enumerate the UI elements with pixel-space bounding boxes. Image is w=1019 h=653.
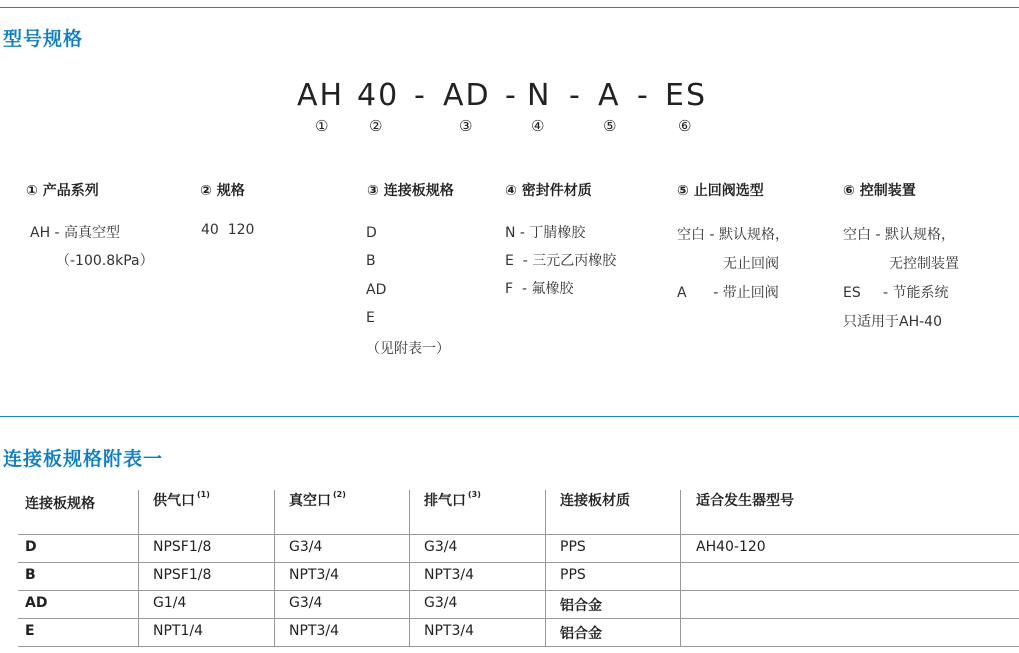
footnote-marker: (3) bbox=[468, 490, 481, 499]
cell-vacuum-port: NPT3/4 bbox=[289, 623, 339, 639]
plate-spec-table bbox=[0, 482, 1019, 647]
spec-line: A - 带止回阀 bbox=[677, 285, 779, 301]
spec-header-seal: ④ 密封件材质 bbox=[505, 183, 592, 199]
model-part-check-valve: A bbox=[598, 78, 621, 113]
number-6: ⑥ bbox=[678, 117, 692, 135]
spec-series bbox=[30, 222, 154, 270]
spec-plate bbox=[366, 225, 450, 358]
spec-line: AH - 高真空型 bbox=[30, 225, 121, 241]
spec-line: 空白 - 默认规格， bbox=[677, 227, 789, 243]
row-divider bbox=[18, 646, 1019, 647]
col-header-exhaust-port: 排气口 $^{(3)}$ bbox=[424, 490, 481, 509]
spec-line: ES - 节能系统 bbox=[843, 285, 949, 301]
cell-exhaust-port: NPT3/4 bbox=[424, 567, 474, 583]
table-row bbox=[0, 562, 1019, 590]
table-header-row bbox=[0, 482, 1019, 534]
cell-exhaust-port: NPT3/4 bbox=[424, 623, 474, 639]
model-dash: - bbox=[505, 78, 518, 113]
number-1: ① bbox=[315, 117, 329, 135]
spec-line: 40 120 bbox=[201, 222, 255, 238]
spec-line: （见附表一） bbox=[366, 341, 450, 357]
spec-size bbox=[201, 222, 254, 238]
model-dash: - bbox=[637, 78, 650, 113]
cell-plate: B bbox=[25, 567, 36, 583]
spec-line: 无控制装置 bbox=[889, 256, 959, 272]
model-dash: - bbox=[414, 78, 427, 113]
spec-line: 只适用于AH-40 bbox=[843, 314, 942, 330]
section-title-model-spec: 型号规格 bbox=[3, 28, 84, 50]
top-rule bbox=[0, 7, 1019, 8]
col-header-vacuum-port: 真空口 $^{(2)}$ bbox=[289, 490, 346, 509]
model-part-size: 40 bbox=[357, 78, 400, 113]
cell-supply-port: NPT1/4 bbox=[153, 623, 203, 639]
model-part-seal: N bbox=[527, 78, 552, 113]
spec-header-check-valve: ⑤ 止回阀选型 bbox=[677, 183, 764, 199]
cell-exhaust-port: G3/4 bbox=[424, 539, 458, 555]
model-part-control: ES bbox=[665, 78, 707, 113]
cell-material: 铝合金 bbox=[560, 626, 602, 642]
model-code bbox=[0, 78, 1019, 118]
cell-supply-port: G1/4 bbox=[153, 595, 187, 611]
middle-rule bbox=[0, 416, 1019, 417]
model-part-series: AH bbox=[297, 78, 345, 113]
cell-vacuum-port: G3/4 bbox=[289, 595, 323, 611]
footnote-marker: (1) bbox=[197, 490, 210, 499]
spec-line: D bbox=[366, 225, 377, 241]
cell-plate: E bbox=[25, 623, 35, 639]
section-title-plate-table: 连接板规格附表一 bbox=[3, 448, 164, 470]
number-2: ② bbox=[369, 117, 383, 135]
spec-header-size: ② 规格 bbox=[200, 183, 245, 199]
spec-line: 无止回阀 bbox=[723, 256, 779, 272]
table-row bbox=[0, 534, 1019, 562]
spec-control bbox=[843, 224, 959, 331]
spec-line: F - 氟橡胶 bbox=[505, 281, 574, 297]
cell-supply-port: NPSF1/8 bbox=[153, 567, 212, 583]
spec-line: 空白 - 默认规格， bbox=[843, 227, 955, 243]
number-3: ③ bbox=[459, 117, 473, 135]
spec-headers bbox=[0, 180, 1019, 202]
spec-line: E bbox=[366, 310, 375, 326]
footnote-marker: (2) bbox=[333, 490, 346, 499]
model-part-plate: AD bbox=[443, 78, 491, 113]
cell-material: PPS bbox=[560, 539, 586, 555]
cell-material: 铝合金 bbox=[560, 598, 602, 614]
spec-header-control: ⑥ 控制装置 bbox=[843, 183, 916, 199]
col-header-supply-port: 供气口 $^{(1)}$ bbox=[153, 490, 210, 509]
cell-vacuum-port: NPT3/4 bbox=[289, 567, 339, 583]
spec-line: （-100.8kPa） bbox=[56, 253, 154, 269]
number-4: ④ bbox=[531, 117, 545, 135]
spec-line: E - 三元乙丙橡胶 bbox=[505, 253, 617, 269]
cell-plate: AD bbox=[25, 595, 48, 611]
table-row bbox=[0, 618, 1019, 646]
number-5: ⑤ bbox=[603, 117, 617, 135]
cell-material: PPS bbox=[560, 567, 586, 583]
cell-exhaust-port: G3/4 bbox=[424, 595, 458, 611]
spec-line: B bbox=[366, 253, 376, 269]
model-dash: - bbox=[569, 78, 582, 113]
col-header-plate: 连接板规格 bbox=[25, 496, 95, 512]
cell-plate: D bbox=[25, 539, 37, 555]
col-header-generator-model: 适合发生器型号 bbox=[696, 493, 794, 509]
table-row bbox=[0, 590, 1019, 618]
cell-vacuum-port: G3/4 bbox=[289, 539, 323, 555]
spec-check-valve bbox=[677, 224, 789, 302]
spec-header-series: ① 产品系列 bbox=[26, 183, 99, 199]
cell-generator-model: AH40-120 bbox=[696, 539, 766, 555]
cell-supply-port: NPSF1/8 bbox=[153, 539, 212, 555]
spec-seal bbox=[505, 222, 616, 298]
spec-line: AD bbox=[366, 282, 387, 298]
spec-header-plate: ③ 连接板规格 bbox=[367, 183, 454, 199]
spec-line: N - 丁腈橡胶 bbox=[505, 225, 586, 241]
col-header-plate-material: 连接板材质 bbox=[560, 493, 630, 509]
